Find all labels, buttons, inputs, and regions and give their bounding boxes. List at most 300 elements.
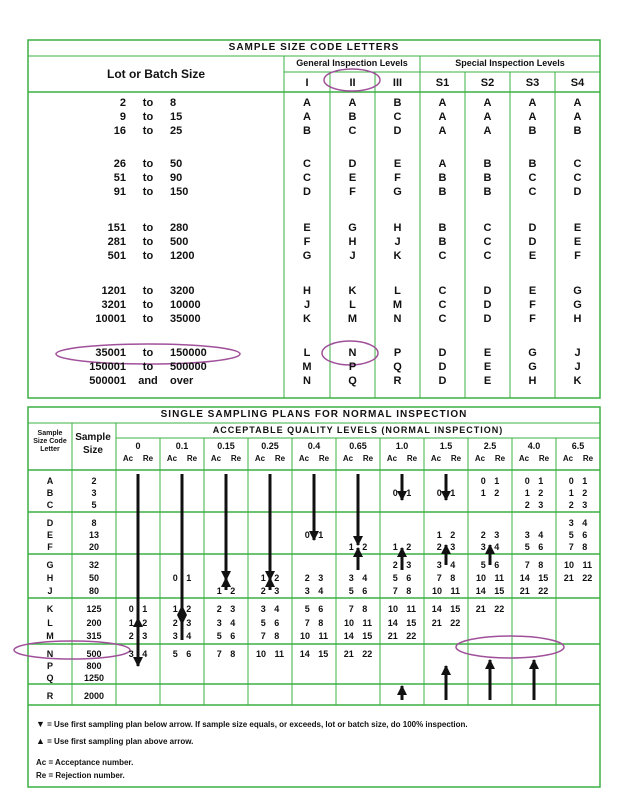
- aql-6.5: 6.5: [571, 441, 585, 451]
- code-letter: M: [347, 313, 358, 325]
- ac-re-cell: 0 1: [436, 487, 456, 498]
- ac-re-cell: 0 1: [524, 475, 544, 486]
- ac-re-cell: 5 6: [260, 617, 280, 628]
- code-letter: B: [483, 186, 492, 198]
- ac-re-cell: 2 3: [260, 585, 280, 596]
- lot-from: 16: [113, 125, 126, 137]
- legend-down: ▼ = Use first sampling plan below arrow. If sample size equals, or exceeds, lot or batch size, do 100% inspection.: [36, 719, 468, 729]
- ac-re-cell: 3 4: [216, 617, 236, 628]
- ac-re-cell: 7 8: [436, 572, 456, 583]
- legend-up: ▲ = Use first sampling plan above arrow.: [36, 736, 194, 746]
- lot-to: 500000: [170, 361, 207, 373]
- code-letter: E: [483, 375, 492, 387]
- lot-sep: to: [142, 347, 154, 359]
- code-letter: J: [574, 361, 581, 373]
- sample-size-header: Sample Size: [75, 432, 111, 456]
- code-letter: A: [483, 97, 492, 109]
- sample-size: 800: [86, 661, 102, 672]
- code-letter: C: [573, 158, 582, 170]
- code-letter: F: [529, 313, 536, 325]
- ac-re-cell: 2 3: [128, 631, 148, 642]
- code-letter-Q: Q: [46, 672, 54, 683]
- re-label: Re: [230, 454, 242, 463]
- sample-size: 2000: [83, 690, 105, 701]
- code-letter: J: [349, 250, 356, 262]
- re-label: Re: [450, 454, 462, 463]
- code-letter: M: [392, 299, 403, 311]
- ac-label: Ac: [210, 454, 222, 463]
- ac-re-cell: 7 8: [260, 631, 280, 642]
- ac-re-cell: 14 15: [343, 631, 373, 642]
- ac-re-cell: 3 4: [172, 631, 192, 642]
- ac-re-cell: 2 3: [172, 617, 192, 628]
- code-letter: A: [528, 97, 537, 109]
- sample-size: 315: [86, 631, 102, 642]
- ac-label: Ac: [562, 454, 574, 463]
- lot-to: 50: [170, 158, 183, 170]
- code-letter: C: [528, 186, 537, 198]
- code-letter-H: H: [46, 572, 54, 583]
- code-letter: B: [438, 172, 447, 184]
- code-letter: D: [393, 125, 402, 137]
- ac-re-cell: 0 1: [392, 487, 412, 498]
- re-label: Re: [186, 454, 198, 463]
- code-letter: C: [438, 313, 447, 325]
- ac-label: Ac: [474, 454, 486, 463]
- code-letter: Q: [348, 375, 357, 387]
- code-letter: E: [573, 236, 582, 248]
- lot-to: 280: [170, 222, 189, 234]
- ac-re-cell: 7 8: [524, 559, 544, 570]
- code-letter: E: [483, 347, 492, 359]
- code-letter: D: [483, 313, 492, 325]
- code-letter: A: [438, 158, 447, 170]
- ac-re-cell: 10 11: [431, 585, 461, 596]
- legend: [36, 716, 596, 782]
- lot-from: 1201: [101, 285, 126, 297]
- ac-re-cell: 2 3: [392, 559, 412, 570]
- code-letter: D: [528, 236, 537, 248]
- up-arrow-icon-head: [397, 685, 407, 695]
- sample-size: 50: [88, 572, 99, 583]
- ac-re-cell: 21 22: [519, 585, 549, 596]
- lot-to: 8: [170, 97, 177, 109]
- code-letter: F: [394, 172, 401, 184]
- up-arrow-icon-head: [529, 659, 539, 669]
- definition-ac: Ac = Acceptance number.: [36, 758, 134, 767]
- code-letter-G: G: [46, 559, 54, 570]
- ac-re-cell: 0 1: [480, 475, 500, 486]
- lot-from: 150001: [89, 361, 126, 373]
- aql-2.5: 2.5: [483, 441, 497, 451]
- sample-size: 200: [86, 617, 102, 628]
- lot-from: 51: [113, 172, 126, 184]
- code-letter: B: [438, 222, 447, 234]
- code-letter: D: [438, 361, 447, 373]
- code-letter: K: [348, 285, 357, 297]
- lot-to: 150000: [170, 347, 207, 359]
- down-arrow-icon: ▼: [36, 719, 45, 729]
- lot-from: 91: [113, 186, 126, 198]
- lot-sep: to: [142, 111, 154, 123]
- code-letter: B: [573, 125, 582, 137]
- ac-re-cell: 3 4: [568, 517, 588, 528]
- ac-re-cell: 14 15: [299, 649, 329, 660]
- lot-to: 25: [170, 125, 183, 137]
- lot-sep: to: [142, 186, 154, 198]
- sample-size: 20: [88, 542, 99, 553]
- re-label: Re: [538, 454, 550, 463]
- code-letter: G: [573, 299, 582, 311]
- ac-re-cell: 7 8: [304, 617, 324, 628]
- highlight-21-22: [456, 636, 564, 658]
- code-letter: A: [348, 97, 357, 109]
- code-letter-M: M: [46, 631, 54, 642]
- aql-0.1: 0.1: [175, 441, 189, 451]
- code-letter: A: [438, 125, 447, 137]
- code-letter: E: [393, 158, 402, 170]
- ac-re-cell: 14 15: [519, 572, 549, 583]
- ac-re-cell: 10 11: [475, 572, 505, 583]
- code-letter: C: [348, 125, 357, 137]
- ac-re-cell: 2 3: [568, 500, 588, 511]
- code-letter: H: [573, 313, 582, 325]
- lot-to: 10000: [170, 299, 201, 311]
- code-letter: G: [528, 361, 537, 373]
- ac-re-cell: 14 15: [431, 604, 461, 615]
- lot-to: 35000: [170, 313, 201, 325]
- lot-sep: and: [138, 375, 158, 387]
- lot-from: 35001: [95, 347, 126, 359]
- code-letter: C: [303, 158, 311, 170]
- ac-re-cell: 21 22: [343, 649, 373, 660]
- lot-from: 10001: [95, 313, 126, 325]
- code-letter: E: [528, 285, 537, 297]
- ac-re-cell: 1 2: [128, 617, 148, 628]
- ac-re-cell: 3 4: [304, 585, 324, 596]
- level-col-i: I: [305, 77, 309, 89]
- ac-re-cell: 1 2: [392, 542, 412, 553]
- re-label: Re: [494, 454, 506, 463]
- lot-to: 90: [170, 172, 183, 184]
- ac-re-cell: 10 11: [255, 649, 285, 660]
- aql-header: ACCEPTABLE QUALITY LEVELS (NORMAL INSPECTION): [212, 425, 504, 435]
- ac-re-cell: 5 6: [216, 631, 236, 642]
- code-letter-R: R: [46, 690, 54, 701]
- code-letter: C: [303, 172, 311, 184]
- code-letter: A: [573, 97, 582, 109]
- ac-label: Ac: [518, 454, 530, 463]
- ac-re-cell: 3 4: [260, 604, 280, 615]
- special-levels-header: Special Inspection Levels: [455, 58, 565, 68]
- code-letter: F: [529, 299, 536, 311]
- code-letter: H: [528, 375, 537, 387]
- code-letter: C: [483, 222, 492, 234]
- aql-0.65: 0.65: [349, 441, 367, 451]
- sample-size: 125: [86, 604, 102, 615]
- level-col-s4: S4: [570, 77, 585, 89]
- code-letter: L: [303, 347, 311, 359]
- ac-label: Ac: [430, 454, 442, 463]
- code-letter-F: F: [47, 542, 53, 553]
- sample-size: 5: [91, 500, 97, 511]
- ac-re-cell: 3 4: [128, 649, 148, 660]
- lot-from: 2: [119, 97, 126, 109]
- code-letter: K: [573, 375, 582, 387]
- code-letter: D: [348, 158, 357, 170]
- code-letter: M: [302, 361, 312, 373]
- lot-size-header: Lot or Batch Size: [106, 67, 205, 81]
- up-arrow-icon-head: [485, 659, 495, 669]
- ac-re-cell: 1 2: [260, 572, 280, 583]
- code-letter-C: C: [46, 500, 54, 511]
- code-letter: C: [483, 250, 492, 262]
- code-letter: B: [438, 186, 447, 198]
- ac-re-cell: 5 6: [172, 649, 192, 660]
- code-letter-A: A: [46, 475, 54, 486]
- lot-from: 500001: [89, 375, 126, 387]
- up-arrow-icon: ▲: [36, 736, 45, 746]
- code-letter: J: [394, 236, 401, 248]
- code-letter: D: [483, 285, 492, 297]
- aql-0.4: 0.4: [307, 441, 321, 451]
- lot-from: 9: [119, 111, 126, 123]
- up-arrow-icon-head: [441, 665, 451, 675]
- code-letter: L: [394, 285, 401, 297]
- code-letter-P: P: [46, 661, 53, 672]
- ac-re-cell: 3 4: [348, 572, 368, 583]
- code-letter: H: [393, 222, 402, 234]
- ac-re-cell: 2 3: [524, 500, 544, 511]
- code-letter: F: [303, 236, 311, 248]
- lot-from: 151: [107, 222, 126, 234]
- code-letter: P: [393, 347, 402, 359]
- re-label: Re: [582, 454, 594, 463]
- code-letter: B: [348, 111, 357, 123]
- code-letter: A: [438, 111, 447, 123]
- ac-re-cell: 1 2: [436, 529, 456, 540]
- code-letter: C: [438, 250, 447, 262]
- level-col-s2: S2: [480, 77, 495, 89]
- lot-to: 15: [170, 111, 183, 123]
- code-letter: H: [348, 236, 357, 248]
- ac-re-cell: 21 22: [431, 617, 461, 628]
- lot-sep: to: [142, 222, 154, 234]
- code-letter: A: [483, 111, 492, 123]
- code-letter: P: [348, 361, 357, 373]
- code-letter: A: [528, 111, 537, 123]
- aql-0.15: 0.15: [217, 441, 235, 451]
- ac-re-cell: 1 2: [348, 542, 368, 553]
- ac-label: Ac: [386, 454, 398, 463]
- code-letter: F: [349, 186, 356, 198]
- ac-re-cell: 1 2: [568, 487, 588, 498]
- code-letter-E: E: [46, 529, 53, 540]
- ac-re-cell: 10 11: [563, 559, 593, 570]
- aql-0.25: 0.25: [261, 441, 279, 451]
- re-label: Re: [274, 454, 286, 463]
- ac-re-cell: 10 11: [299, 631, 329, 642]
- level-col-s1: S1: [435, 77, 450, 89]
- code-letter: D: [483, 299, 492, 311]
- code-letter: B: [483, 172, 492, 184]
- code-letter-header: Sample Size Code Letter: [33, 430, 67, 453]
- code-letter: D: [438, 375, 447, 387]
- code-letter-B: B: [46, 487, 54, 498]
- ac-re-cell: 5 6: [480, 559, 500, 570]
- lot-from: 26: [113, 158, 126, 170]
- ac-re-cell: 7 8: [348, 604, 368, 615]
- code-letter-J: J: [47, 585, 53, 596]
- lot-to: 1200: [170, 250, 195, 262]
- re-label: Re: [362, 454, 374, 463]
- ac-re-cell: 0 1: [304, 529, 324, 540]
- code-letter: E: [528, 250, 537, 262]
- ac-re-cell: 2 3: [436, 542, 456, 553]
- re-label: Re: [142, 454, 154, 463]
- code-letter: E: [483, 361, 492, 373]
- ac-re-cell: 5 6: [524, 542, 544, 553]
- code-letter: A: [438, 97, 447, 109]
- lot-to: 150: [170, 186, 189, 198]
- general-levels-header: General Inspection Levels: [296, 58, 408, 68]
- level-col-ii: II: [349, 77, 356, 89]
- level-col-iii: III: [392, 77, 403, 89]
- ac-re-cell: 2 3: [480, 529, 500, 540]
- ac-label: Ac: [166, 454, 178, 463]
- ac-re-cell: 3 4: [524, 529, 544, 540]
- sample-size: 80: [88, 585, 99, 596]
- ac-re-cell: 1 2: [524, 487, 544, 498]
- code-letter: C: [573, 172, 582, 184]
- ac-re-cell: 2 3: [304, 572, 324, 583]
- code-letter: G: [302, 250, 312, 262]
- lot-sep: to: [142, 313, 154, 325]
- ac-label: Ac: [254, 454, 266, 463]
- sample-size: 2: [91, 475, 97, 486]
- code-letter: Q: [393, 361, 402, 373]
- sample-size: 32: [88, 559, 99, 570]
- code-letter: C: [528, 172, 537, 184]
- code-letter: E: [573, 222, 582, 234]
- code-letter: E: [348, 172, 357, 184]
- lot-sep: to: [142, 236, 154, 248]
- aql-1.5: 1.5: [439, 441, 453, 451]
- code-letter: N: [303, 375, 311, 387]
- ac-re-cell: 3 4: [480, 542, 500, 553]
- code-letter: H: [303, 285, 311, 297]
- code-letter: D: [528, 222, 537, 234]
- ac-re-cell: 21 22: [563, 572, 593, 583]
- code-letter: G: [528, 347, 537, 359]
- code-letter: A: [573, 111, 582, 123]
- aql-1.0: 1.0: [395, 441, 409, 451]
- sample-size: 500: [86, 649, 102, 660]
- code-letter: K: [393, 250, 402, 262]
- ac-re-cell: 5 6: [348, 585, 368, 596]
- lot-to: 3200: [170, 285, 195, 297]
- code-letter: K: [303, 313, 311, 325]
- ac-re-cell: 10 11: [343, 617, 373, 628]
- code-letter: L: [349, 299, 356, 311]
- code-letter: B: [528, 158, 537, 170]
- lot-sep: to: [142, 250, 154, 262]
- code-letter: C: [438, 299, 447, 311]
- lot-to: over: [170, 375, 194, 387]
- ac-re-cell: 3 4: [436, 559, 456, 570]
- code-letter: A: [303, 97, 311, 109]
- code-letter: N: [348, 347, 357, 359]
- code-letter: C: [393, 111, 402, 123]
- ac-re-cell: 2 3: [216, 604, 236, 615]
- code-letter: B: [528, 125, 537, 137]
- lot-sep: to: [142, 299, 154, 311]
- ac-re-cell: 5 6: [392, 572, 412, 583]
- re-label: Re: [406, 454, 418, 463]
- lot-from: 3201: [101, 299, 126, 311]
- lot-from: 501: [107, 250, 126, 262]
- ac-re-cell: 7 8: [392, 585, 412, 596]
- code-letter: J: [303, 299, 311, 311]
- aql-4.0: 4.0: [527, 441, 541, 451]
- lot-to: 500: [170, 236, 189, 248]
- ac-re-cell: 14 15: [387, 617, 417, 628]
- re-label: Re: [318, 454, 330, 463]
- ac-re-cell: 21 22: [387, 631, 417, 642]
- ac-re-cell: 7 8: [216, 649, 236, 660]
- code-letter: D: [438, 347, 447, 359]
- level-col-s3: S3: [525, 77, 540, 89]
- lot-sep: to: [142, 361, 154, 373]
- code-letter: G: [348, 222, 357, 234]
- sample-size: 13: [88, 529, 99, 540]
- ac-re-cell: 5 6: [568, 529, 588, 540]
- code-letter: B: [303, 125, 311, 137]
- lot-from: 281: [107, 236, 126, 248]
- code-letter: B: [483, 158, 492, 170]
- code-letter: C: [483, 236, 492, 248]
- ac-re-cell: 21 22: [475, 604, 505, 615]
- code-letter: G: [393, 186, 402, 198]
- ac-label: Ac: [122, 454, 134, 463]
- ac-re-cell: 7 8: [568, 542, 588, 553]
- ac-re-cell: 0 1: [568, 475, 588, 486]
- table1-title: SAMPLE SIZE CODE LETTERS: [228, 42, 400, 53]
- code-letter: A: [483, 125, 492, 137]
- lot-sep: to: [142, 285, 154, 297]
- code-letter: B: [393, 97, 402, 109]
- sample-size: 3: [91, 487, 97, 498]
- code-letter: R: [393, 375, 402, 387]
- ac-re-cell: 1 2: [172, 604, 192, 615]
- ac-re-cell: 10 11: [387, 604, 417, 615]
- code-letter: B: [438, 236, 447, 248]
- code-letter: D: [303, 186, 311, 198]
- ac-re-cell: 14 15: [475, 585, 505, 596]
- ac-re-cell: 0 1: [172, 572, 192, 583]
- ac-re-cell: 1 2: [480, 487, 500, 498]
- ac-re-cell: 0 1: [128, 604, 148, 615]
- ac-re-cell: 1 2: [216, 585, 236, 596]
- lot-sep: to: [142, 97, 154, 109]
- definition-re: Re = Rejection number.: [36, 771, 125, 780]
- code-letter: A: [303, 111, 311, 123]
- code-letter: E: [303, 222, 311, 234]
- code-letter: N: [393, 313, 402, 325]
- lot-sep: to: [142, 172, 154, 184]
- code-letter-L: L: [47, 617, 53, 628]
- code-letter-K: K: [46, 604, 54, 615]
